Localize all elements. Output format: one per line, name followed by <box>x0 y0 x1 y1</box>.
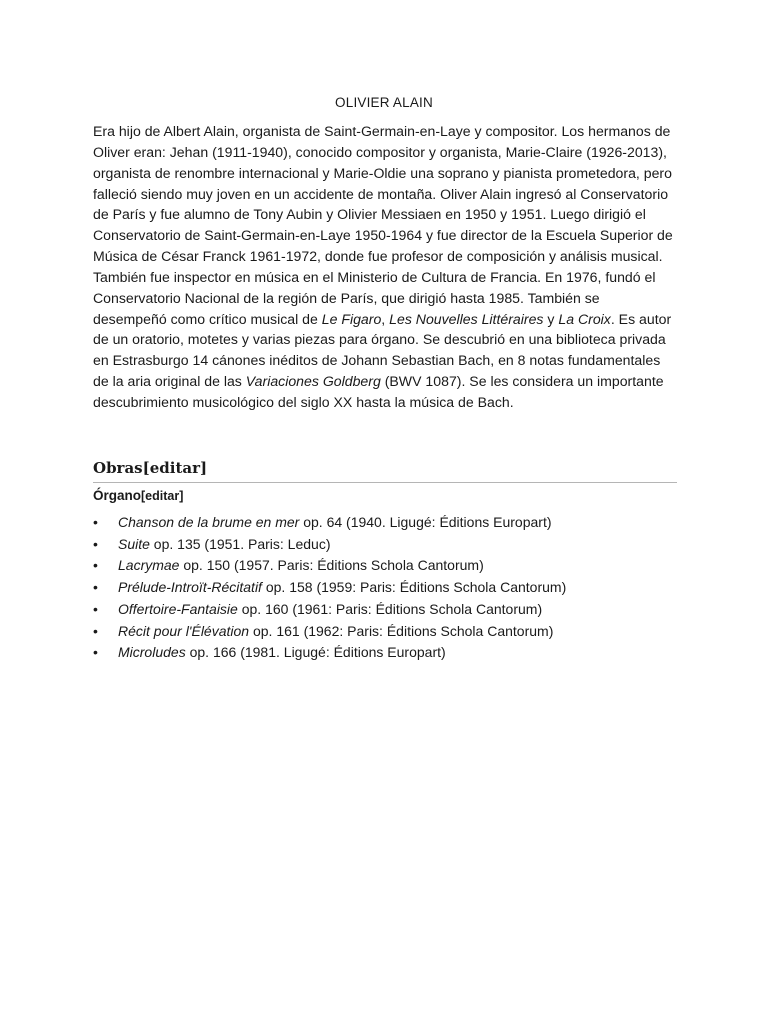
work-info: op. 158 (1959: Paris: Éditions Schola Cantorum) <box>261 579 567 596</box>
list-item <box>93 577 693 599</box>
work-info: op. 166 (1981. Ligugé: Éditions Europart) <box>185 644 446 661</box>
subsection-organo-label: Órgano <box>93 488 142 503</box>
bullet-icon: • <box>93 514 98 530</box>
work-title: Chanson de la brume en mer <box>118 514 300 530</box>
subsection-heading-organo <box>93 486 183 506</box>
work-info: op. 161 (1962: Paris: Éditions Schola Cantorum) <box>249 622 554 639</box>
bio-italic-la-croix: La Croix <box>558 310 611 327</box>
list-item <box>93 621 693 643</box>
work-title: Lacrymae <box>118 557 180 574</box>
bio-text-3: (BWV 1087). Se les considera un importante descubrimiento musicológico del siglo XX hasta la música de Bach. <box>93 373 664 410</box>
work-title: Microludes <box>118 644 186 661</box>
bio-sep-2: y <box>543 310 559 327</box>
bio-italic-variaciones-goldberg: Variaciones Goldberg <box>245 373 381 390</box>
works-list <box>93 512 693 664</box>
work-title: Récit pour l'Élévation <box>118 622 250 639</box>
list-item <box>93 642 693 664</box>
bullet-icon: • <box>93 579 98 596</box>
list-item <box>93 534 693 556</box>
subsection-edit-link[interactable]: [editar] <box>141 489 184 503</box>
work-info: op. 160 (1961: Paris: Éditions Schola Cantorum) <box>237 600 543 617</box>
bio-sep-1: , <box>381 310 390 327</box>
work-title: Suite <box>118 535 150 552</box>
bullet-icon: • <box>93 644 98 661</box>
list-item <box>93 555 693 577</box>
bullet-icon: • <box>93 622 98 639</box>
bio-text-2: . Es autor de un oratorio, motetes y varias piezas para órgano. Se descubrió en una biblioteca privada en Estrasburgo 14 cánones inéditos de Johann Sebastian Bach, en 8 notas fundamentales de la aria original de las <box>93 310 672 390</box>
work-info: op. 135 (1951. Paris: Leduc) <box>149 535 331 552</box>
work-info: op. 150 (1957. Paris: Éditions Schola Cantorum) <box>179 557 484 574</box>
work-title: Offertoire-Fantaisie <box>118 600 238 617</box>
bio-italic-le-figaro: Le Figaro <box>321 310 382 327</box>
list-item <box>93 599 693 621</box>
list-item <box>93 512 693 534</box>
bullet-icon: • <box>93 535 98 552</box>
page-title: OLIVIER ALAIN <box>335 95 433 110</box>
biography-paragraph <box>93 121 675 413</box>
bio-text-1: Era hijo de Albert Alain, organista de Saint-Germain-en-Laye y compositor. Los hermanos de Oliver eran: Jehan (1911-1940), conocido compositor y organista, Marie-Claire (1926-2013), organista de renombre internacional y Marie-Oldie una soprano y pianista prometedora, pero falleció siendo muy joven en un accidente de montaña. Oliver Alain ingresó al Conservatorio de París y fue alumno de Tony Aubin y Olivier Messiaen en 1950 y 1951. Luego dirigió el Conservatorio de Saint-Germain-en-Laye 1950-1964 y fue director de la Escuela Superior de Música de César Franck 1961-1972, donde fue profesor de composición y análisis musical. También fue inspector en música en el Ministerio de Cultura de Francia. En 1976, fundó el Conservatorio Nacional de la región de París, que dirigió hasta 1985. También se desempeñó como crítico musical de <box>93 123 673 327</box>
bullet-icon: • <box>93 600 98 617</box>
work-title: Prélude-Introït-Récitatif <box>118 579 262 596</box>
bio-italic-nouvelles-litteraires: Les Nouvelles Littéraires <box>389 310 544 327</box>
section-heading-obras: Obras[editar] <box>93 457 677 483</box>
bullet-icon: • <box>93 557 98 574</box>
work-info: op. 64 (1940. Ligugé: Éditions Europart) <box>299 514 552 530</box>
